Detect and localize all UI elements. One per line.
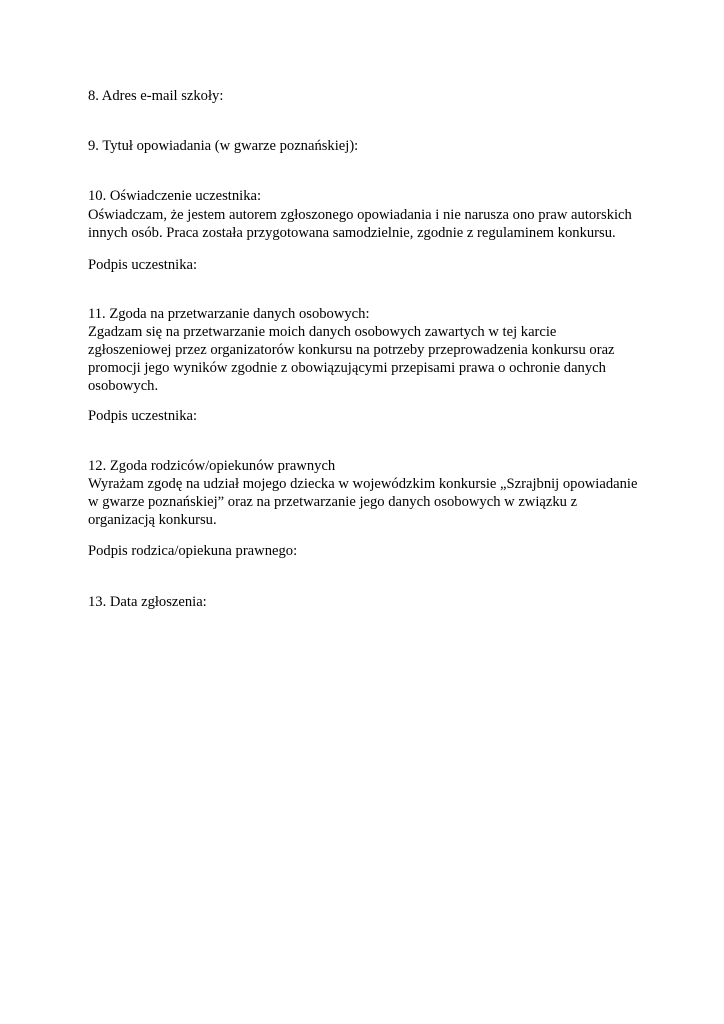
section-11-body-line: osobowych. [88,378,159,394]
section-10-body-line: Oświadczam, że jestem autorem zgłoszonego opowiadania i nie narusza ono praw autorskich [88,207,632,223]
section-13-heading: 13. Data zgłoszenia: [88,594,207,610]
section-11-body-line: Zgadzam się na przetwarzanie moich danych osobowych zawartych w tej karcie [88,324,557,340]
section-10-body-line: innych osób. Praca została przygotowana samodzielnie, zgodnie z regulaminem konkursu. [88,225,616,241]
section-12-body-line: Wyrażam zgodę na udział mojego dziecka w wojewódzkim konkursie „Szrajbnij opowiadanie [88,476,638,492]
section-11-signature-label: Podpis uczestnika: [88,408,198,424]
section-8-heading: 8. Adres e-mail szkoły: [88,88,224,104]
section-12-body-line: organizacją konkursu. [88,512,217,528]
section-11-body-line: zgłoszeniowej przez organizatorów konkursu na potrzeby przeprowadzenia konkursu oraz [88,342,615,358]
section-9-heading: 9. Tytuł opowiadania (w gwarze poznańskiej): [88,138,359,154]
section-11-heading: 11. Zgoda na przetwarzanie danych osobowych: [88,306,370,322]
section-10-signature-label: Podpis uczestnika: [88,257,198,273]
section-12-heading: 12. Zgoda rodziców/opiekunów prawnych [88,458,336,474]
section-12-signature-label: Podpis rodzica/opiekuna prawnego: [88,543,298,559]
section-12-body-line: w gwarze poznańskiej” oraz na przetwarzanie jego danych osobowych w związku z [88,494,578,510]
section-11-body-line: promocji jego wyników zgodnie z obowiązującymi przepisami prawa o ochronie danych [88,360,606,376]
section-10-heading: 10. Oświadczenie uczestnika: [88,188,262,204]
